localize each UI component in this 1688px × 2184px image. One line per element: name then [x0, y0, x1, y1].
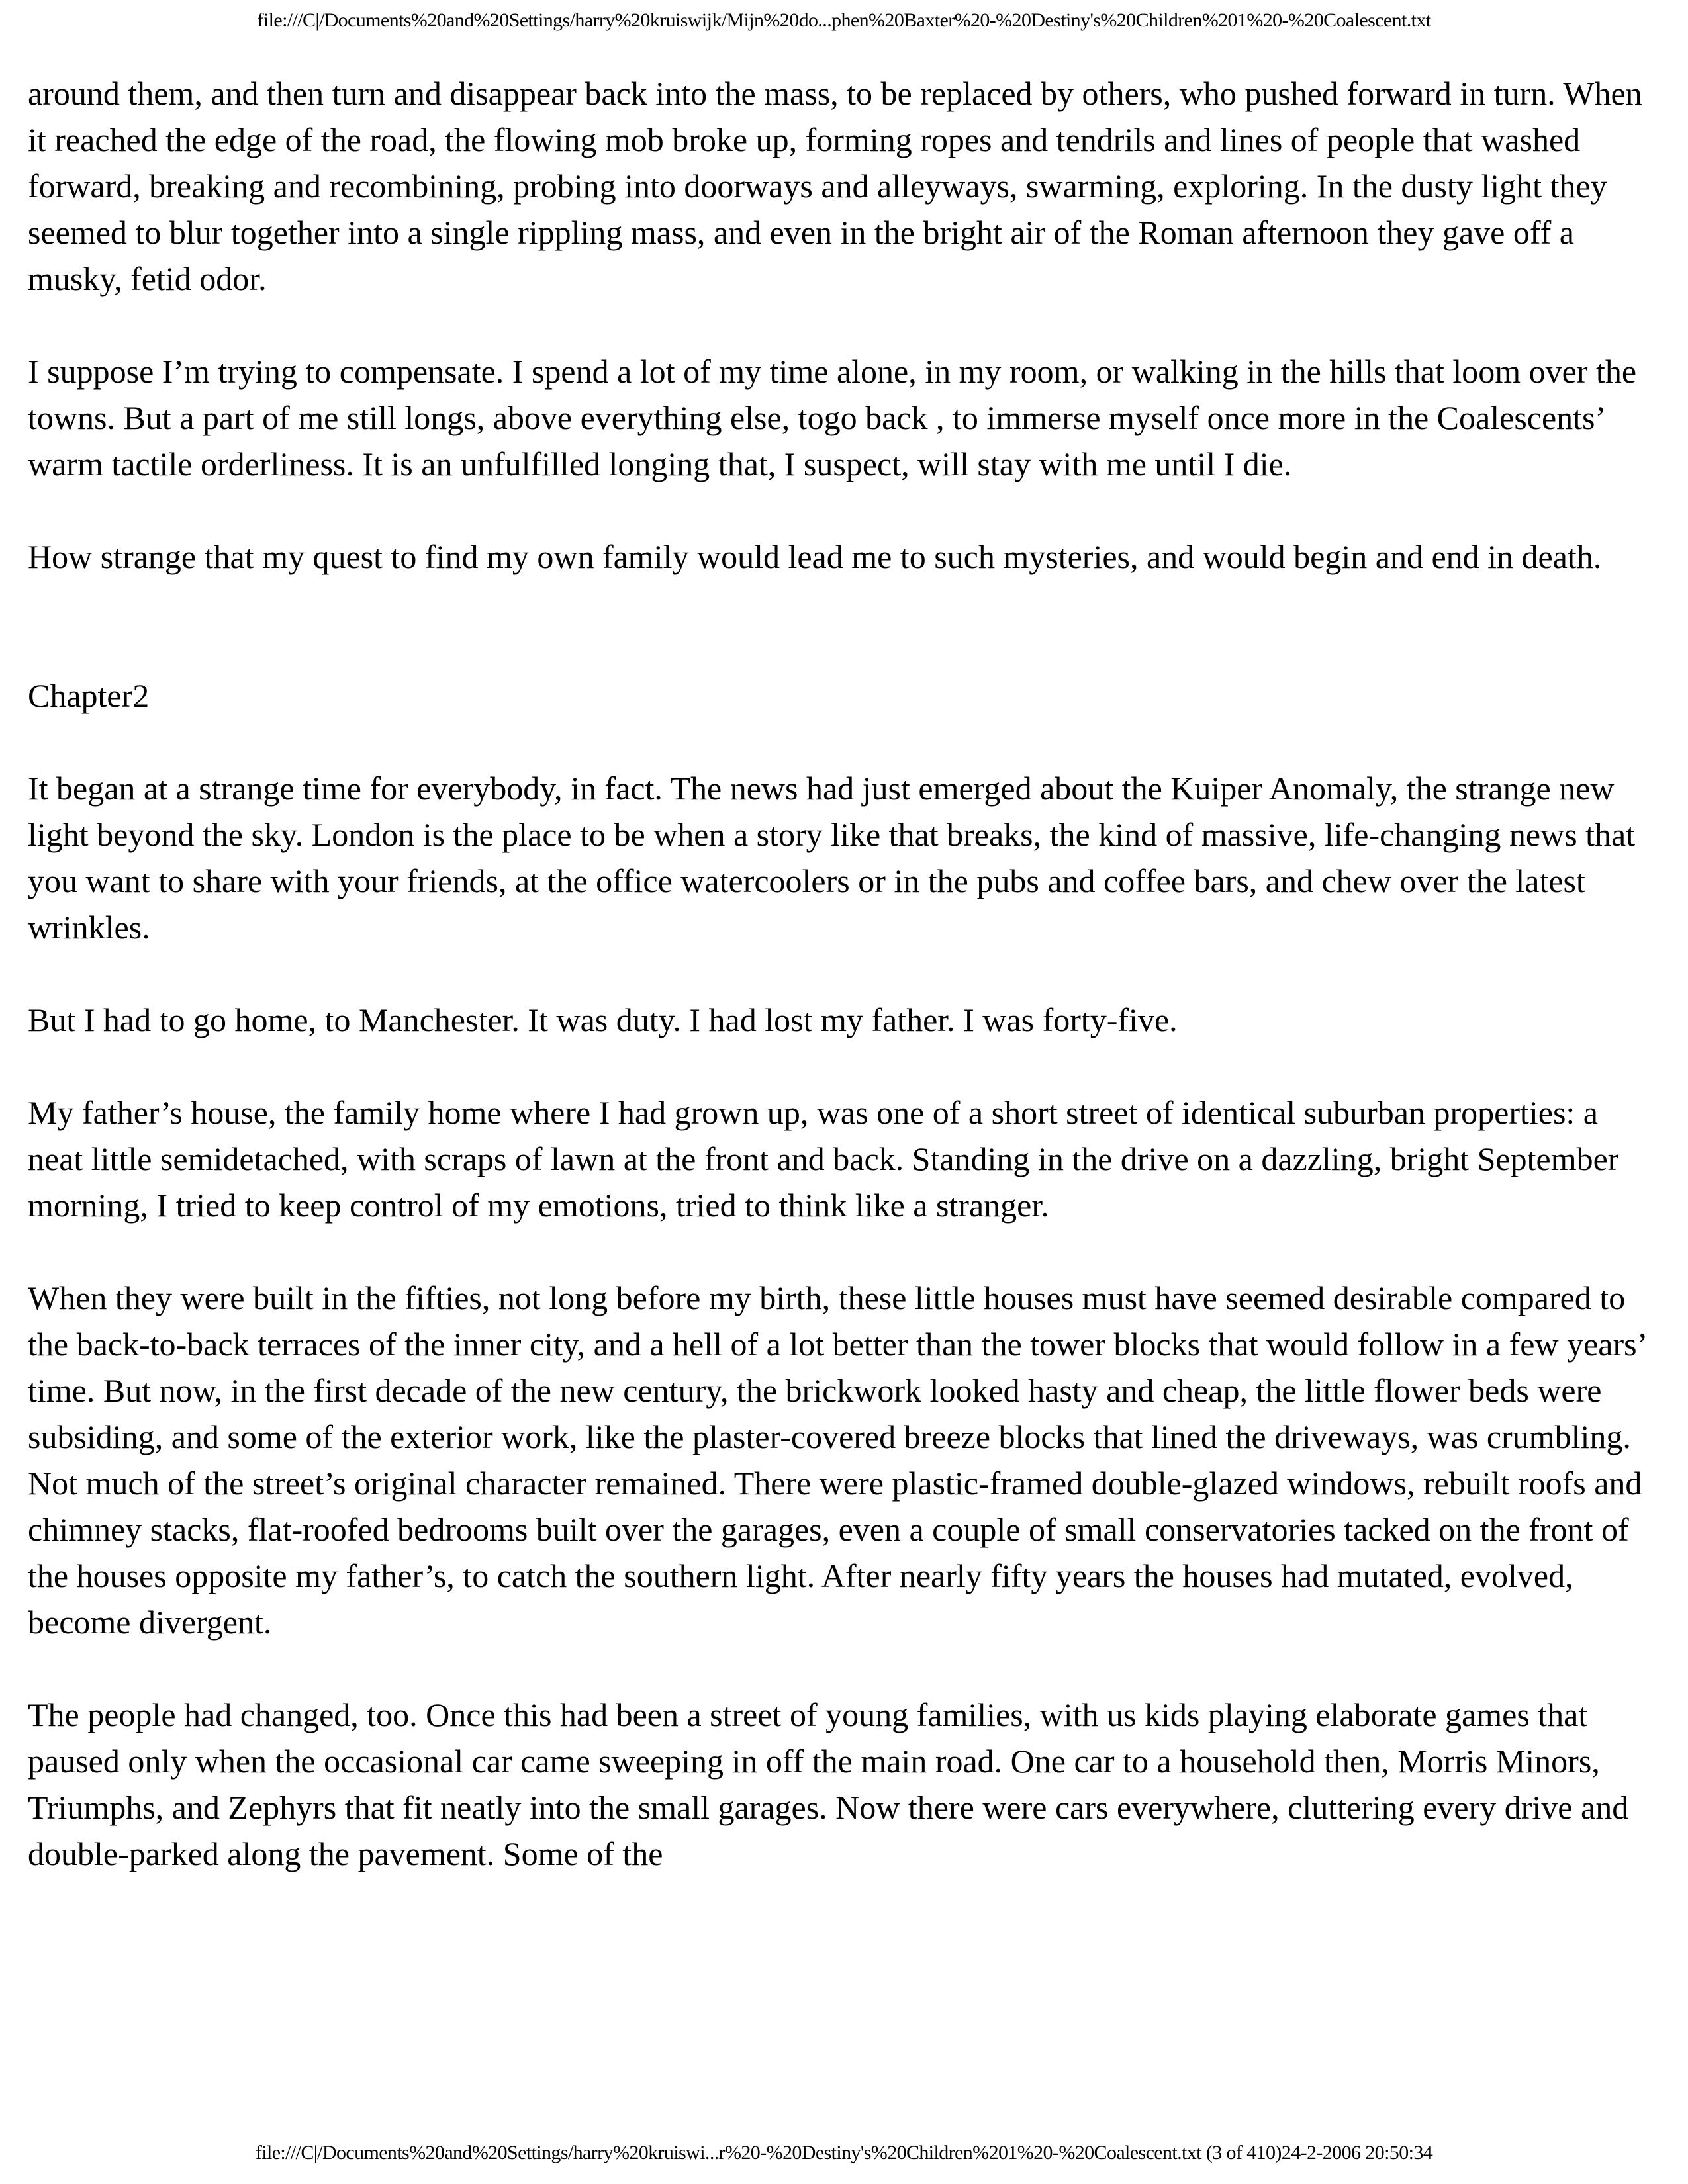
chapter-heading: Chapter2 — [28, 677, 150, 714]
paragraph: How strange that my quest to find my own family would lead me to such mysteries, and would begin and end in death. — [28, 538, 1602, 575]
page-footer: file:///C|/Documents%20and%20Settings/harry%20kruiswi...r%20-%20Destiny's%20Children%201%20-%20Coalescent.txt (3 of 410)24-2-2006 20:50:34 — [255, 2142, 1433, 2163]
paragraph: I suppose I’m trying to compensate. I spend a lot of my time alone, in my room, or walking in the hills that loom over the towns. But a part of me still longs, above everything else, togo back , to immerse myself once more in the Coalescents’ warm tactile orderliness. It is an unfulfilled longing that, I suspect, will stay with me until I die. — [28, 353, 1637, 482]
paragraph: My father’s house, the family home where I had grown up, was one of a short street of identical suburban properties: a neat little semidetached, with scraps of lawn at the front and back. Standing in the drive on a dazzling, bright September morning, I tried to keep control of my emotions, tried to think like a stranger. — [28, 1094, 1619, 1224]
paragraph: When they were built in the fifties, not long before my birth, these little houses must have seemed desirable compared to the back-to-back terraces of the inner city, and a hell of a lot better than the tower blocks that would follow in a few years’ time. But now, in the first decade of the new century, the brickwork looked hasty and cheap, the little flower beds were subsiding, and some of the exterior work, like the plaster-covered breeze blocks that lined the driveways, was crumbling. Not much of the street’s original character remained. There were plastic-framed double-glazed windows, rebuilt roofs and chimney stacks, flat-roofed bedrooms built over the garages, even a couple of small conservatories tacked on the front of the houses opposite my father’s, to catch the southern light. After nearly fifty years the houses had mutated, evolved, become divergent. — [28, 1279, 1646, 1641]
page-header-url: file:///C|/Documents%20and%20Settings/harry%20kruiswijk/Mijn%20do...phen%20Baxter%20-%20Destiny's%20Children%201%20-%20Coalescent.txt — [257, 9, 1431, 31]
paragraph: It began at a strange time for everybody, in fact. The news had just emerged about the Kuiper Anomaly, the strange new light beyond the sky. London is the place to be when a story like that breaks, the kind of massive, life-changing news that you want to share with your friends, at the office watercoolers or in the pubs and coffee bars, and chew over the latest wrinkles. — [28, 770, 1636, 946]
paragraph: But I had to go home, to Manchester. It was duty. I had lost my father. I was forty-five. — [28, 1001, 1178, 1038]
paragraph: around them, and then turn and disappear back into the mass, to be replaced by others, who pushed forward in turn. When it reached the edge of the road, the flowing mob broke up, forming ropes and tendrils and lines of people that washed forward, breaking and recombining, probing into doorways and alleyways, swarming, exploring. In the dusty light they seemed to blur together into a single rippling mass, and even in the bright air of the Roman afternoon they gave off a musky, fetid odor. — [28, 75, 1642, 297]
paragraph: The people had changed, too. Once this had been a street of young families, with us kids playing elaborate games that paused only when the occasional car came sweeping in off the main road. One car to a household then, Morris Minors, Triumphs, and Zephyrs that fit neatly into the small garages. Now there were cars everywhere, cluttering every drive and double-parked along the pavement. Some of the — [28, 1696, 1629, 1872]
document-body — [28, 70, 1660, 1923]
